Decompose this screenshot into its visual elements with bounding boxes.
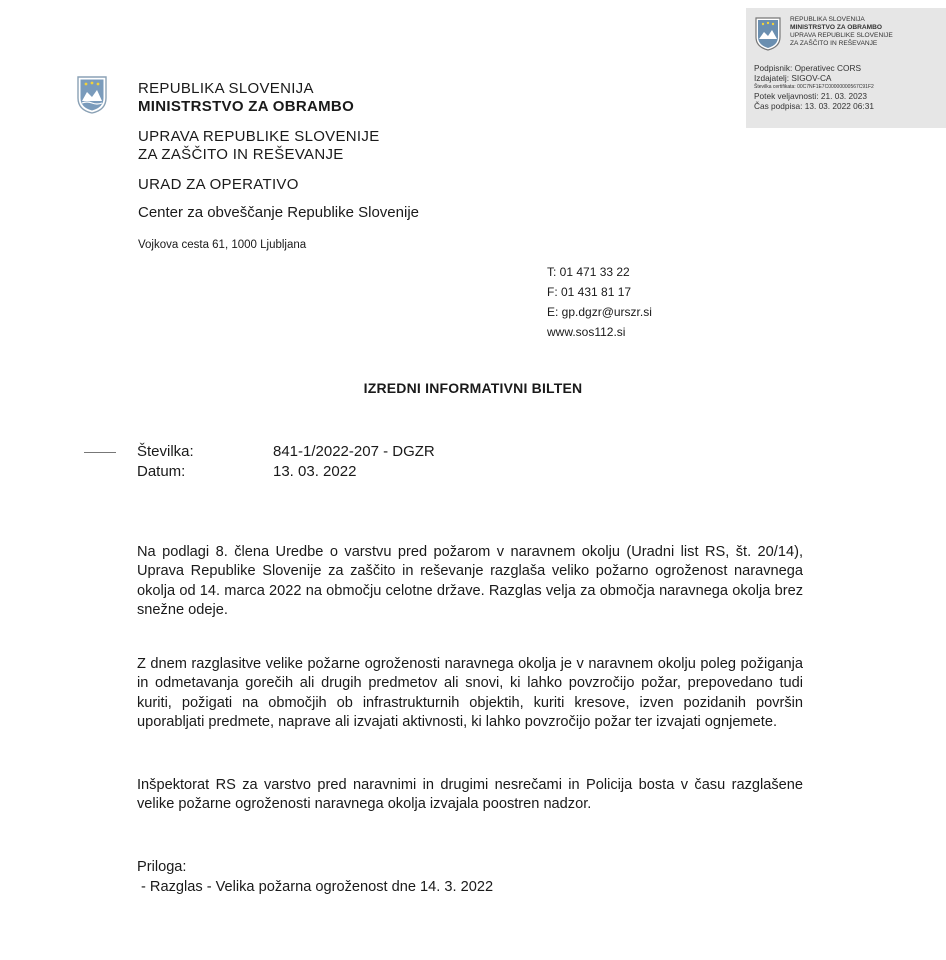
stamp-org-line: REPUBLIKA SLOVENIJA: [790, 16, 865, 23]
annex-item: - Razglas - Velika požarna ogroženost dne 14. 3. 2022: [141, 879, 494, 895]
date-label: Datum:: [137, 463, 186, 480]
contact-email: E: gp.dgzr@urszr.si: [547, 305, 652, 319]
body-paragraph-2: Z dnem razglasitve velike požarne ogroženosti naravnega okolja je v naravnem okolju poleg požiganja in odmetavanja gorečih ali drugih predmetov ali snovi, ki lahko povzročijo požar, prepovedano tudi kuriti, požigati na območjih ob infrastrukturnih objektih, kuriti kresove, izven pozidanih površin uporabljati predmete, naprave ali izvajati aktivnosti, ki lahko povzročijo požar ter izvajati ognjemete.: [137, 656, 803, 731]
coat-of-arms-icon: [755, 17, 781, 51]
date-value: 13. 03. 2022: [273, 463, 357, 480]
contact-web: www.sos112.si: [547, 325, 626, 339]
stamp-signed-at: Čas podpisa: 13. 03. 2022 06:31: [754, 101, 874, 112]
body-paragraph-1: Na podlagi 8. člena Uredbe o varstvu pred požarom v naravnem okolju (Uradni list RS, št. 20/14), Uprava Republike Slovenije za zaščito in reševanje razglaša veliko požarno ogroženost naravnega okolja od 14. marca 2022 na območju celotne države. Razglas velja za območja naravnega okolja brez snežne odeje.: [137, 544, 803, 619]
header-administration: UPRAVA REPUBLIKE SLOVENIJE: [138, 128, 380, 145]
stamp-org-line: UPRAVA REPUBLIKE SLOVENIJE: [790, 32, 893, 39]
header-address: Vojkova cesta 61, 1000 Ljubljana: [138, 239, 307, 251]
margin-dash: [84, 452, 116, 453]
header-ministry: MINISTRSTVO ZA OBRAMBO: [138, 98, 355, 115]
header-republic: REPUBLIKA SLOVENIJA: [138, 80, 314, 97]
stamp-org-line-bold: MINISTRSTVO ZA OBRAMBO: [790, 24, 883, 31]
header-office: URAD ZA OPERATIVO: [138, 176, 299, 193]
digital-signature-stamp: [746, 8, 946, 128]
header-center: Center za obveščanje Republike Slovenije: [138, 204, 420, 221]
stamp-organization: [790, 16, 893, 48]
number-label: Številka:: [137, 443, 194, 460]
header-administration-2: ZA ZAŠČITO IN REŠEVANJE: [138, 146, 344, 163]
contact-phone: T: 01 471 33 22: [547, 265, 630, 279]
document-title: IZREDNI INFORMATIVNI BILTEN: [363, 380, 583, 396]
annex-label: Priloga:: [137, 859, 187, 875]
number-value: 841-1/2022-207 - DGZR: [273, 443, 435, 460]
stamp-info: [754, 63, 874, 112]
stamp-signer: Podpisnik: Operativec CORS: [754, 63, 861, 73]
stamp-cert-number: Številka certifikata: 00C7NF1E7C00000000567C91F2: [754, 83, 874, 90]
stamp-valid-until: Potek veljavnosti: 21. 03. 2023: [754, 90, 868, 101]
coat-of-arms-icon: [77, 76, 107, 114]
stamp-issuer: Izdajatelj: SIGOV-CA: [754, 73, 832, 84]
stamp-org-line: ZA ZAŠČITO IN REŠEVANJE: [790, 40, 878, 47]
body-paragraph-3: Inšpektorat RS za varstvo pred naravnimi in drugimi nesrečami in Policija bosta v času razglašene velike požarne ogroženosti naravnega okolja izvajala poostren nadzor.: [137, 777, 803, 813]
contact-fax: F: 01 431 81 17: [547, 285, 632, 299]
